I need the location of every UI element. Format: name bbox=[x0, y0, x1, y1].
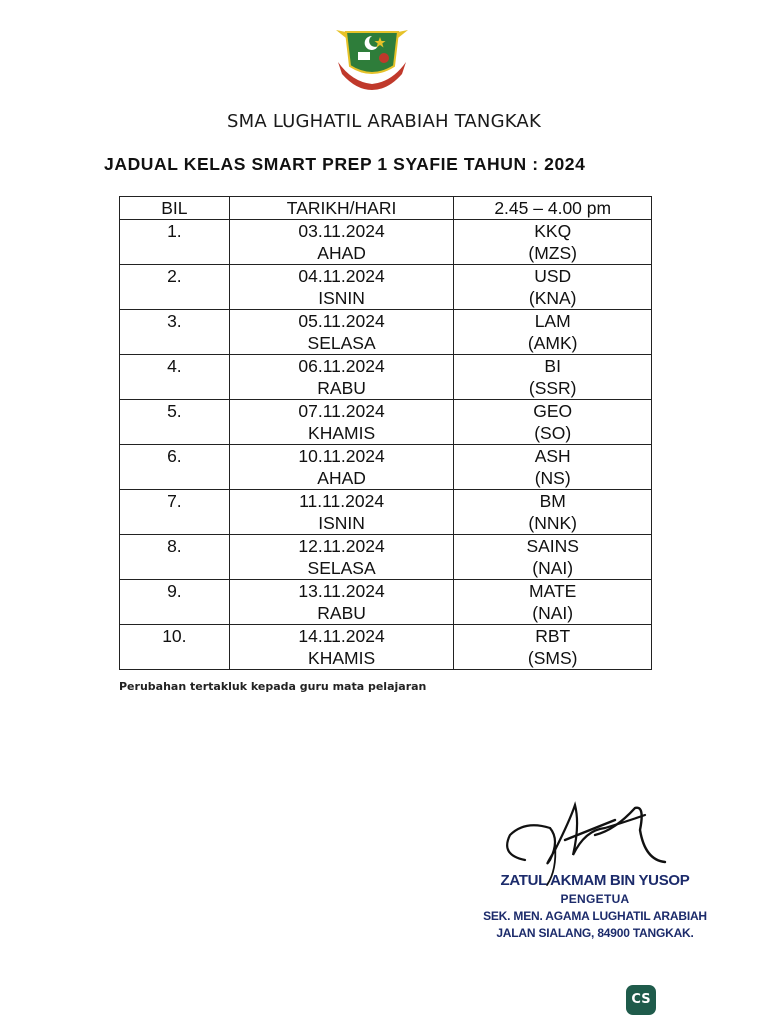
date: 14.11.2024 bbox=[298, 626, 385, 646]
date-day-cell bbox=[229, 265, 454, 310]
subject-cell bbox=[454, 445, 652, 490]
date: 06.11.2024 bbox=[298, 356, 385, 376]
header-time-slot: 2.45 – 4.00 pm bbox=[454, 197, 652, 220]
subject: SAINS bbox=[526, 536, 579, 556]
row-number: 5. bbox=[120, 400, 230, 445]
date-day-cell bbox=[229, 400, 454, 445]
date-day-cell bbox=[229, 445, 454, 490]
day: SELASA bbox=[307, 558, 376, 578]
day: RABU bbox=[317, 378, 366, 398]
table-row bbox=[120, 310, 652, 355]
date-day-cell bbox=[229, 220, 454, 265]
subject: MATE bbox=[529, 581, 577, 601]
school-address-line1: SEK. MEN. AGAMA LUGHATIL ARABIAH bbox=[483, 909, 707, 923]
row-number: 8. bbox=[120, 535, 230, 580]
date-day-cell bbox=[229, 535, 454, 580]
subject: ASH bbox=[534, 446, 571, 466]
row-number: 9. bbox=[120, 580, 230, 625]
teacher-code: (SO) bbox=[534, 423, 572, 443]
table-row bbox=[120, 580, 652, 625]
row-number: 1. bbox=[120, 220, 230, 265]
teacher-code: (MZS) bbox=[528, 243, 577, 263]
date: 07.11.2024 bbox=[298, 401, 385, 421]
subject: BI bbox=[544, 356, 561, 376]
table-row bbox=[120, 355, 652, 400]
teacher-code: (SSR) bbox=[528, 378, 577, 398]
date: 12.11.2024 bbox=[298, 536, 385, 556]
footnote: Perubahan tertakluk kepada guru mata pelajaran bbox=[119, 680, 427, 693]
date: 04.11.2024 bbox=[298, 266, 385, 286]
table-row bbox=[120, 490, 652, 535]
subject-cell bbox=[454, 625, 652, 670]
subject: KKQ bbox=[534, 221, 572, 241]
subject-cell bbox=[454, 220, 652, 265]
day: RABU bbox=[317, 603, 366, 623]
subject: LAM bbox=[534, 311, 571, 331]
subject: RBT bbox=[535, 626, 571, 646]
document-title: JADUAL KELAS SMART PREP 1 SYAFIE TAHUN : 2024 bbox=[104, 154, 586, 174]
subject-cell bbox=[454, 355, 652, 400]
subject: GEO bbox=[533, 401, 573, 421]
signatory-name: ZATUL AKMAM BIN YUSOP bbox=[500, 872, 690, 889]
signatory-title: PENGETUA bbox=[560, 892, 630, 906]
table-row bbox=[120, 535, 652, 580]
subject-cell bbox=[454, 580, 652, 625]
table-row bbox=[120, 265, 652, 310]
table-header-row bbox=[120, 197, 652, 220]
header-date-day: TARIKH/HARI bbox=[229, 197, 454, 220]
row-number: 7. bbox=[120, 490, 230, 535]
subject-cell bbox=[454, 490, 652, 535]
teacher-code: (NAI) bbox=[532, 558, 574, 578]
school-crest-logo bbox=[332, 22, 412, 92]
date-day-cell bbox=[229, 625, 454, 670]
teacher-code: (KNA) bbox=[528, 288, 577, 308]
day: ISNIN bbox=[318, 288, 365, 308]
subject: USD bbox=[534, 266, 572, 286]
date: 11.11.2024 bbox=[299, 491, 385, 511]
subject-cell bbox=[454, 400, 652, 445]
camscanner-badge-icon: CS bbox=[626, 985, 656, 1015]
date-day-cell bbox=[229, 490, 454, 535]
subject-cell bbox=[454, 265, 652, 310]
day: AHAD bbox=[317, 468, 366, 488]
teacher-code: (AMK) bbox=[527, 333, 578, 353]
school-address-line2: JALAN SIALANG, 84900 TANGKAK. bbox=[496, 926, 694, 940]
header-bil: BIL bbox=[120, 197, 230, 220]
teacher-code: (SMS) bbox=[527, 648, 578, 668]
row-number: 3. bbox=[120, 310, 230, 355]
teacher-code: (NNK) bbox=[528, 513, 577, 533]
row-number: 6. bbox=[120, 445, 230, 490]
table-row bbox=[120, 625, 652, 670]
day: SELASA bbox=[307, 333, 376, 353]
subject: BM bbox=[539, 491, 566, 511]
row-number: 10. bbox=[120, 625, 230, 670]
table-row bbox=[120, 445, 652, 490]
schedule-table bbox=[119, 196, 652, 670]
date: 03.11.2024 bbox=[298, 221, 385, 241]
date: 10.11.2024 bbox=[298, 446, 385, 466]
table-row bbox=[120, 400, 652, 445]
day: KHAMIS bbox=[308, 648, 376, 668]
date: 13.11.2024 bbox=[298, 581, 385, 601]
subject-cell bbox=[454, 535, 652, 580]
school-name: SMA LUGHATIL ARABIAH TANGKAK bbox=[227, 111, 541, 132]
table-row bbox=[120, 220, 652, 265]
date: 05.11.2024 bbox=[298, 311, 385, 331]
date-day-cell bbox=[229, 310, 454, 355]
official-stamp bbox=[470, 872, 720, 940]
subject-cell bbox=[454, 310, 652, 355]
teacher-code: (NAI) bbox=[532, 603, 574, 623]
row-number: 4. bbox=[120, 355, 230, 400]
row-number: 2. bbox=[120, 265, 230, 310]
day: AHAD bbox=[317, 243, 366, 263]
date-day-cell bbox=[229, 355, 454, 400]
date-day-cell bbox=[229, 580, 454, 625]
day: KHAMIS bbox=[308, 423, 376, 443]
day: ISNIN bbox=[318, 513, 365, 533]
teacher-code: (NS) bbox=[534, 468, 571, 488]
